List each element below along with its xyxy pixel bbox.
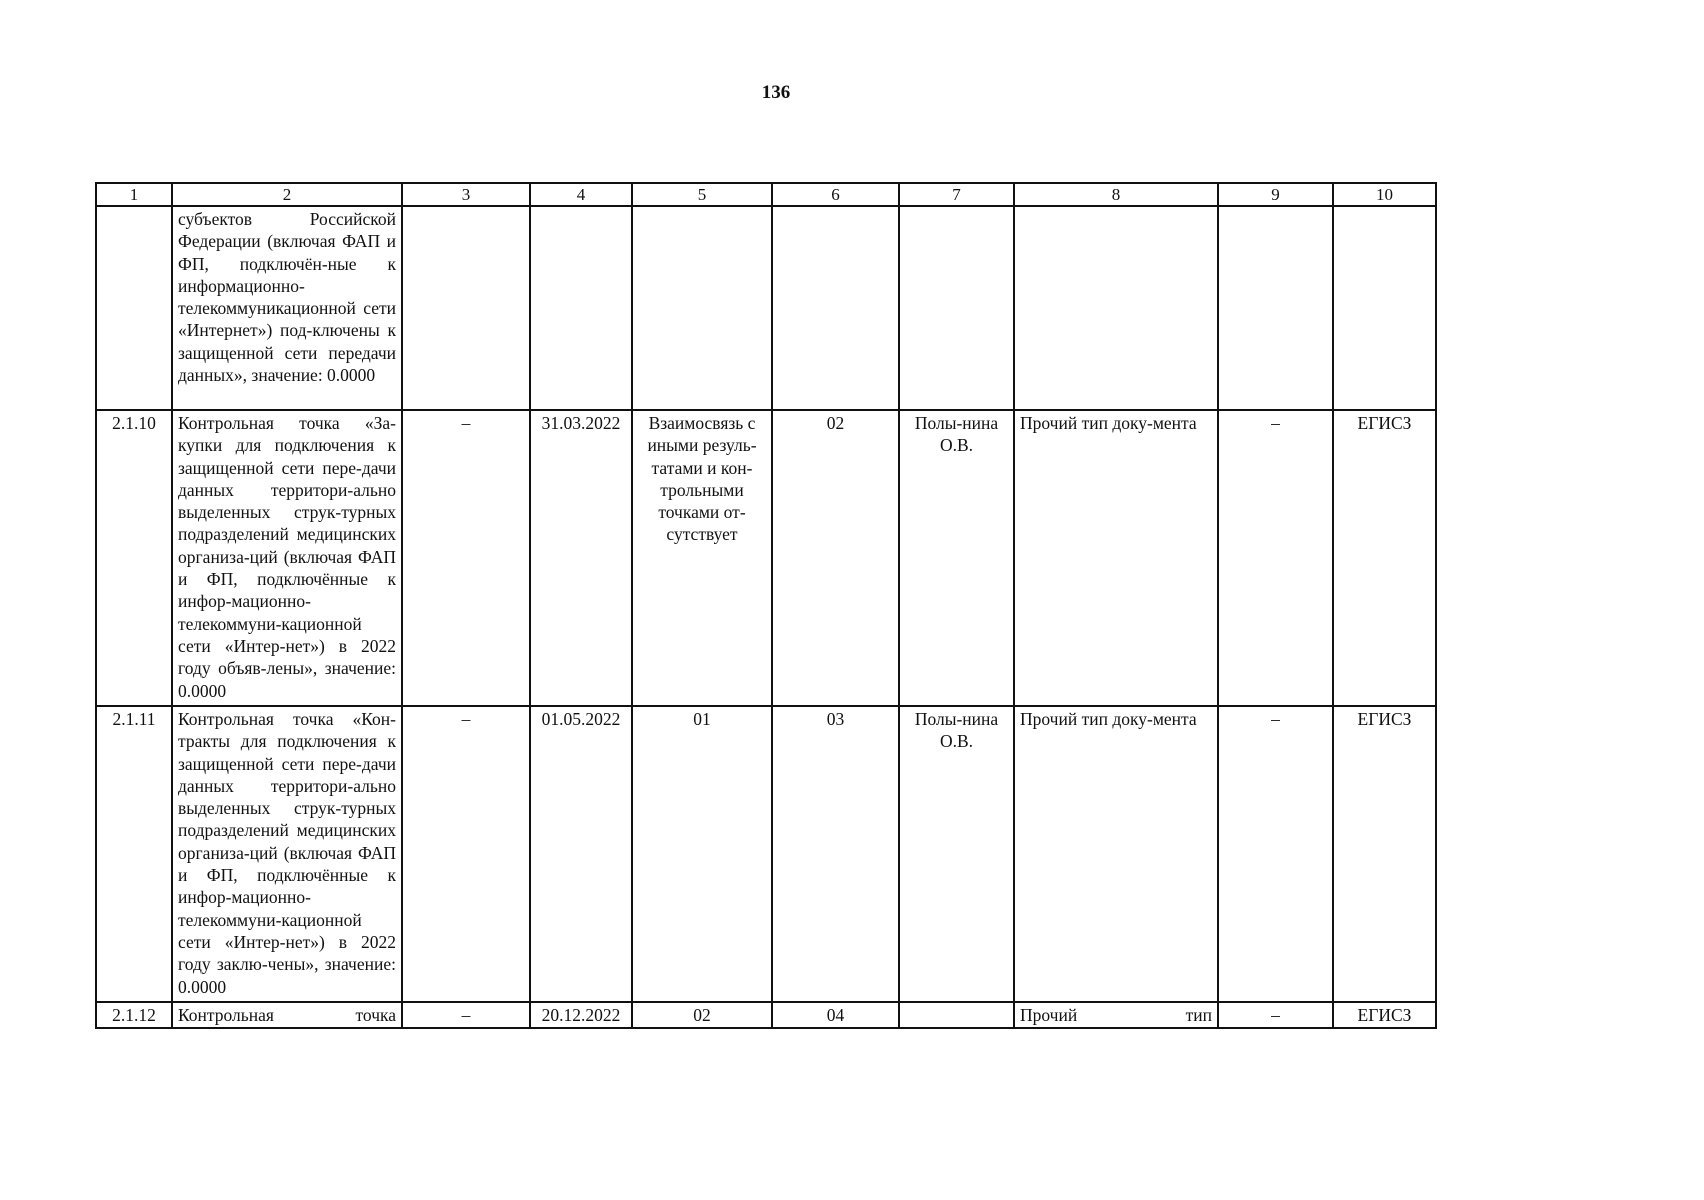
cell-name (172, 1002, 402, 1028)
cell-number: 2.1.11 (96, 706, 172, 1002)
cell-doc-type: Прочий тип доку-мента (1014, 410, 1218, 706)
cell-col6: 04 (772, 1002, 899, 1028)
cell-col3: – (402, 410, 530, 706)
header-col-6: 6 (772, 183, 899, 206)
cell-date: 20.12.2022 (530, 1002, 632, 1028)
cell-col3: – (402, 1002, 530, 1028)
header-col-1: 1 (96, 183, 172, 206)
table-row-continuation (96, 206, 1436, 410)
cell-col5 (632, 206, 772, 410)
cell-doc-type: Прочий тип доку-мента (1014, 706, 1218, 1002)
cell-system: ЕГИСЗ (1333, 706, 1436, 1002)
cell-system (1333, 206, 1436, 410)
cell-date (530, 206, 632, 410)
cell-system: ЕГИСЗ (1333, 1002, 1436, 1028)
header-col-8: 8 (1014, 183, 1218, 206)
cell-doc-type (1014, 206, 1218, 410)
page-number: 136 (761, 82, 791, 103)
plan-table (95, 182, 1437, 1029)
table-row (96, 706, 1436, 1002)
header-col-7: 7 (899, 183, 1014, 206)
cell-number (96, 206, 172, 410)
table-row (96, 1002, 1436, 1028)
cell-col6 (772, 206, 899, 410)
cell-col5: Взаимосвязь с иными резуль-татами и кон-трольными точками от-сутствует (632, 410, 772, 706)
cell-name: субъектов Российской Федерации (включая ФАП и ФП, подключён-ные к информационно-телекоммуникационной сети «Интернет») под-ключены к защищенной сети передачи данных», значение: 0.0000 (172, 206, 402, 410)
cell-responsible (899, 1002, 1014, 1028)
cell-number: 2.1.12 (96, 1002, 172, 1028)
cell-col9: – (1218, 410, 1333, 706)
cell-name: Контрольная точка «За-купки для подключения к защищенной сети пере-дачи данных территори-ально выделенных струк-турных подразделений медицинских организа-ций (включая ФАП и ФП, подключённые к инфор-мационно-телекоммуни-кационной сети «Интер-нет») в 2022 году объяв-лены», значение: 0.0000 (172, 410, 402, 706)
header-col-3: 3 (402, 183, 530, 206)
cell-date: 01.05.2022 (530, 706, 632, 1002)
cell-col9: – (1218, 706, 1333, 1002)
header-col-2: 2 (172, 183, 402, 206)
cell-responsible: Полы-нина О.В. (899, 410, 1014, 706)
table-header-row (96, 183, 1436, 206)
table-row (96, 410, 1436, 706)
cell-doc-type-text: Прочий тип (1020, 1005, 1212, 1025)
header-col-5: 5 (632, 183, 772, 206)
cell-col6: 02 (772, 410, 899, 706)
cell-responsible: Полы-нина О.В. (899, 706, 1014, 1002)
cell-responsible (899, 206, 1014, 410)
cell-col6: 03 (772, 706, 899, 1002)
cell-col9 (1218, 206, 1333, 410)
header-col-10: 10 (1333, 183, 1436, 206)
cell-col5: 02 (632, 1002, 772, 1028)
cell-col5: 01 (632, 706, 772, 1002)
cell-name-text: Контрольная точка (178, 1005, 396, 1025)
cell-col3 (402, 206, 530, 410)
cell-name: Контрольная точка «Кон-тракты для подключения к защищенной сети пере-дачи данных территори-ально выделенных струк-турных подразделений медицинских организа-ций (включая ФАП и ФП, подключённые к инфор-мационно-телекоммуни-кационной сети «Интер-нет») в 2022 году заклю-чены», значение: 0.0000 (172, 706, 402, 1002)
cell-col3: – (402, 706, 530, 1002)
cell-col9: – (1218, 1002, 1333, 1028)
header-col-9: 9 (1218, 183, 1333, 206)
cell-doc-type (1014, 1002, 1218, 1028)
cell-system: ЕГИСЗ (1333, 410, 1436, 706)
header-col-4: 4 (530, 183, 632, 206)
cell-number: 2.1.10 (96, 410, 172, 706)
cell-date: 31.03.2022 (530, 410, 632, 706)
